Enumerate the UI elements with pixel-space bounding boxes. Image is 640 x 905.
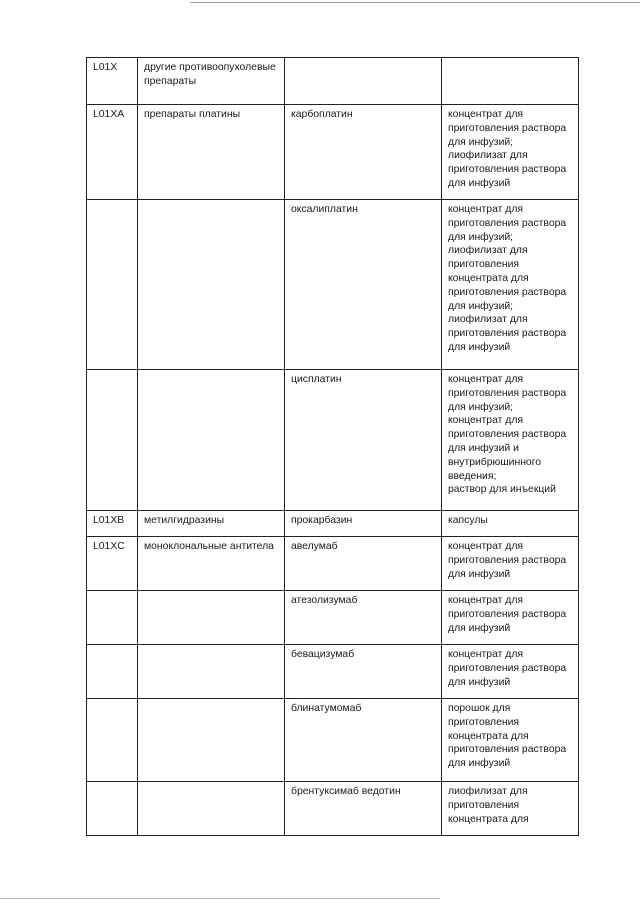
drug-cell: прокарбазин: [285, 511, 442, 537]
atc-code-cell: [87, 645, 138, 699]
page-edge-top: [190, 2, 640, 3]
atc-code-cell: [87, 370, 138, 511]
group-cell: [138, 591, 285, 645]
drug-cell: карбоплатин: [285, 105, 442, 200]
group-cell: [138, 370, 285, 511]
table-row: [87, 645, 579, 699]
table-row: [87, 370, 579, 511]
drug-cell: оксалиплатин: [285, 200, 442, 370]
table-row: [87, 200, 579, 370]
table-row: [87, 511, 579, 537]
form-cell: концентрат для приготовления раствора для инфузий: [442, 537, 579, 591]
drug-cell: брентуксимаб ведотин: [285, 782, 442, 836]
form-cell: концентрат для приготовления раствора для инфузий: [442, 591, 579, 645]
drug-table: [86, 57, 579, 836]
drug-cell: блинатумомаб: [285, 699, 442, 782]
group-cell: [138, 699, 285, 782]
form-cell: лиофилизат для приготовления концентрата для: [442, 782, 579, 836]
atc-code-cell: [87, 591, 138, 645]
group-cell: [138, 200, 285, 370]
drug-cell: цисплатин: [285, 370, 442, 511]
atc-code-cell: [87, 699, 138, 782]
form-cell: концентрат для приготовления раствора для инфузий; лиофилизат для приготовления концентрата для приготовления раствора для инфузий; лиофилизат для приготовления раствора для инфузий: [442, 200, 579, 370]
drug-cell: авелумаб: [285, 537, 442, 591]
form-cell: концентрат для приготовления раствора для инфузий; лиофилизат для приготовления раствора для инфузий: [442, 105, 579, 200]
drug-cell: бевацизумаб: [285, 645, 442, 699]
group-cell: препараты платины: [138, 105, 285, 200]
page-edge-bottom: [0, 898, 440, 899]
group-cell: [138, 782, 285, 836]
group-cell: другие противоопухолевые препараты: [138, 58, 285, 105]
form-cell: концентрат для приготовления раствора для инфузий; концентрат для приготовления раствора для инфузий и внутрибрюшинного введения; раствор для инъекций: [442, 370, 579, 511]
group-cell: [138, 645, 285, 699]
drug-cell: [285, 58, 442, 105]
table-row: [87, 591, 579, 645]
table-row: [87, 699, 579, 782]
group-cell: метилгидразины: [138, 511, 285, 537]
atc-code-cell: L01XA: [87, 105, 138, 200]
atc-code-cell: L01X: [87, 58, 138, 105]
group-cell: моноклональные антитела: [138, 537, 285, 591]
drug-cell: атезолизумаб: [285, 591, 442, 645]
form-cell: [442, 58, 579, 105]
atc-code-cell: L01XC: [87, 537, 138, 591]
form-cell: концентрат для приготовления раствора для инфузий: [442, 645, 579, 699]
atc-code-cell: [87, 782, 138, 836]
table-row: [87, 105, 579, 200]
form-cell: порошок для приготовления концентрата для приготовления раствора для инфузий: [442, 699, 579, 782]
table-row: [87, 782, 579, 836]
table-row: [87, 58, 579, 105]
table-row: [87, 537, 579, 591]
atc-code-cell: [87, 200, 138, 370]
form-cell: капсулы: [442, 511, 579, 537]
atc-code-cell: L01XB: [87, 511, 138, 537]
